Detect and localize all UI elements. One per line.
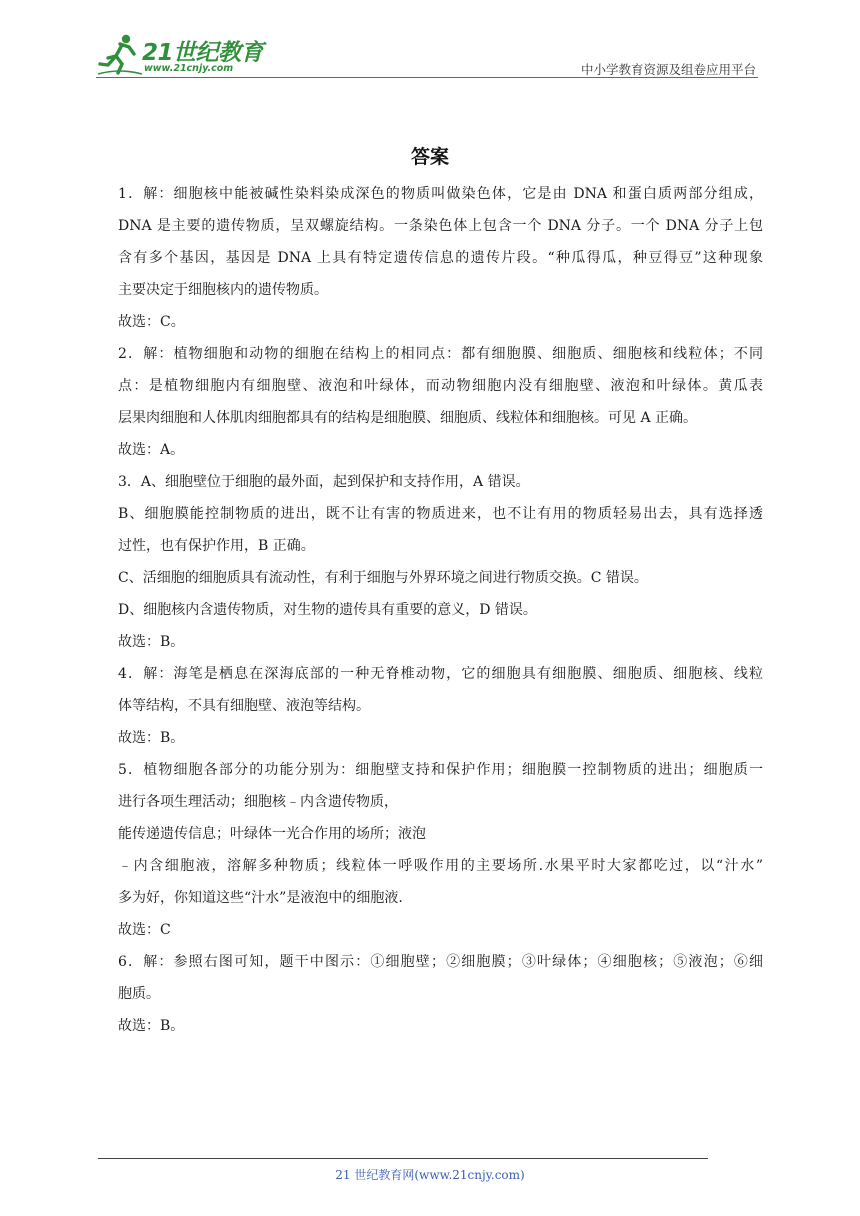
answer-line: 层果肉细胞和人体肌肉细胞都具有的结构是细胞膜、细胞质、线粒体和细胞核。可见 A 正确。 bbox=[118, 410, 698, 426]
running-figure-icon bbox=[96, 34, 144, 78]
answer-line: B、细胞膜能控制物质的进出，既不让有害的物质进来，也不让有用的物质轻易出去，具有选择透 bbox=[118, 506, 763, 522]
answer-line: 点：是植物细胞内有细胞壁、液泡和叶绿体，而动物细胞内没有细胞壁、液泡和叶绿体。黄瓜表 bbox=[118, 378, 763, 394]
answer-line: 6．解：参照右图可知，题干中图示：①细胞壁；②细胞膜；③叶绿体；④细胞核；⑤液泡；⑥细 bbox=[118, 954, 763, 970]
answer-line: 故选：B。 bbox=[118, 730, 185, 746]
answer-line: 进行各项生理活动；细胞核﹣内含遗传物质， bbox=[118, 794, 398, 810]
answer-line: 多为好，你知道这些“汁水”是液泡中的细胞液. bbox=[118, 890, 403, 906]
answer-line: 5．植物细胞各部分的功能分别为：细胞壁支持和保护作用；细胞膜一控制物质的进出；细胞质一 bbox=[118, 762, 763, 778]
footer-divider bbox=[98, 1158, 708, 1159]
answer-line: 含有多个基因，基因是 DNA 上具有特定遗传信息的遗传片段。“种瓜得瓜，种豆得豆”这种现象 bbox=[118, 250, 763, 266]
answer-content bbox=[118, 178, 763, 1042]
answer-line: 体等结构，不具有细胞壁、液泡等结构。 bbox=[118, 698, 370, 714]
answer-line: ﹣内含细胞液，溶解多种物质；线粒体一呼吸作用的主要场所.水果平时大家都吃过，以“汁水” bbox=[118, 858, 763, 874]
logo-url: www.21cnjy.com bbox=[144, 63, 234, 74]
answer-line: 故选：B。 bbox=[118, 634, 185, 650]
platform-name: 中小学教育资源及组卷应用平台 bbox=[580, 62, 756, 77]
footer-link[interactable]: 21 世纪教育网(www.21cnjy.com) bbox=[335, 1168, 525, 1182]
answer-line: DNA 是主要的遗传物质，呈双螺旋结构。一条染色体上包含一个 DNA 分子。一个 DNA 分子上包 bbox=[118, 218, 763, 234]
answer-line: 胞质。 bbox=[118, 986, 160, 1002]
header-divider bbox=[96, 77, 758, 78]
answer-line: 故选：B。 bbox=[118, 1018, 185, 1034]
page-header bbox=[0, 0, 860, 90]
answer-line: 故选：A。 bbox=[118, 442, 185, 458]
page-title: 答案 bbox=[410, 146, 449, 168]
answer-line: C、活细胞的细胞质具有流动性，有利于细胞与外界环境之间进行物质交换。C 错误。 bbox=[118, 570, 648, 586]
site-logo[interactable] bbox=[96, 34, 266, 78]
answer-line: 1．解：细胞核中能被碱性染料染成深色的物质叫做染色体，它是由 DNA 和蛋白质两部分组成， bbox=[118, 186, 763, 202]
logo-text: 21世纪教育 bbox=[142, 40, 264, 66]
answer-line: 过性，也有保护作用，B 正确。 bbox=[118, 538, 315, 554]
answer-line: 4．解：海笔是栖息在深海底部的一种无脊椎动物，它的细胞具有细胞膜、细胞质、细胞核、线粒 bbox=[118, 666, 763, 682]
answer-line: 能传递遗传信息；叶绿体一光合作用的场所；液泡 bbox=[118, 826, 426, 842]
answer-line: D、细胞核内含遗传物质，对生物的遗传具有重要的意义，D 错误。 bbox=[118, 602, 537, 618]
answer-line: 故选：C bbox=[118, 922, 171, 938]
answer-line: 故选：C。 bbox=[118, 314, 185, 330]
answer-line: 2．解：植物细胞和动物的细胞在结构上的相同点：都有细胞膜、细胞质、细胞核和线粒体；不同 bbox=[118, 346, 763, 362]
answer-line: 主要决定于细胞核内的遗传物质。 bbox=[118, 282, 328, 298]
answer-line: 3．A、细胞壁位于细胞的最外面，起到保护和支持作用，A 错误。 bbox=[118, 474, 530, 490]
